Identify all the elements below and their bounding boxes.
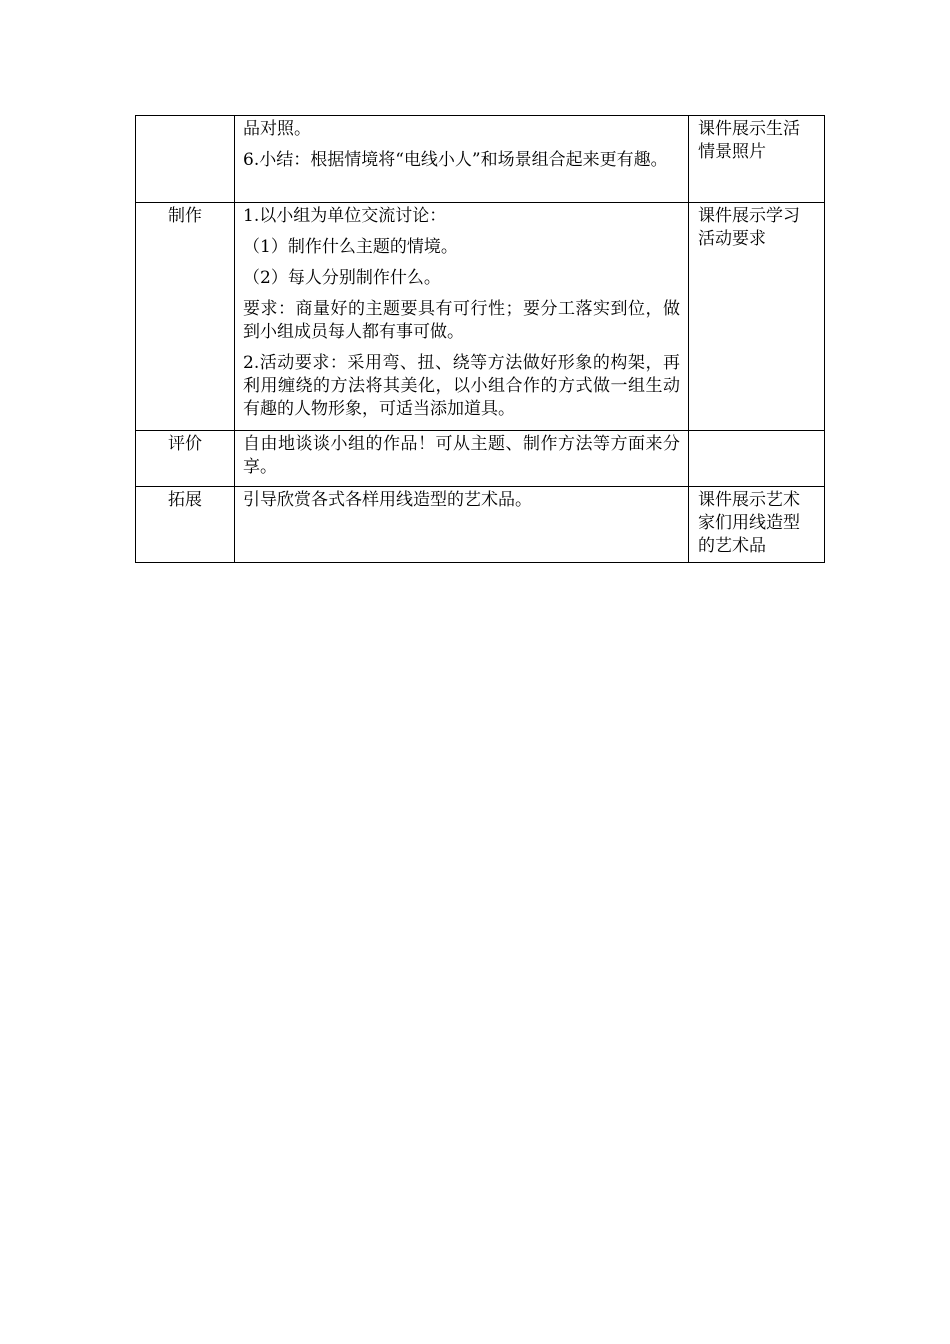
stage-cell: 评价 — [136, 431, 235, 487]
table-row — [136, 203, 825, 431]
content-paragraph: 1.以小组为单位交流讨论： — [243, 206, 447, 226]
table-row — [136, 487, 825, 563]
lesson-plan-table — [135, 115, 825, 563]
media-cell: 课件展示艺术家们用线造型的艺术品 — [689, 487, 825, 563]
content-paragraph: （1）制作什么主题的情境。 — [243, 237, 458, 257]
content-paragraph: （2）每人分别制作什么。 — [243, 268, 441, 288]
content-paragraph: 自由地谈谈小组的作品！可从主题、制作方法等方面来分享。 — [243, 434, 680, 477]
table-row — [136, 431, 825, 487]
content-paragraph: 2.活动要求：采用弯、扭、绕等方法做好形象的构架，再利用缠绕的方法将其美化，以小组合作的方式做一组生动有趣的人物形象，可适当添加道具。 — [243, 353, 680, 419]
content-cell — [235, 116, 689, 203]
stage-cell — [136, 116, 235, 203]
content-paragraph: 6.小结：根据情境将“电线小人”和场景组合起来更有趣。 — [243, 150, 668, 170]
content-paragraph: 要求：商量好的主题要具有可行性；要分工落实到位，做到小组成员每人都有事可做。 — [243, 299, 680, 342]
media-cell: 课件展示生活情景照片 — [689, 116, 825, 203]
content-paragraph: 品对照。 — [243, 119, 311, 139]
stage-cell: 拓展 — [136, 487, 235, 563]
content-cell — [235, 431, 689, 487]
content-cell — [235, 203, 689, 431]
media-cell: 课件展示学习活动要求 — [689, 203, 825, 431]
content-paragraph: 引导欣赏各式各样用线造型的艺术品。 — [243, 490, 532, 510]
media-cell — [689, 431, 825, 487]
table-row — [136, 116, 825, 203]
content-cell — [235, 487, 689, 563]
stage-cell: 制作 — [136, 203, 235, 431]
